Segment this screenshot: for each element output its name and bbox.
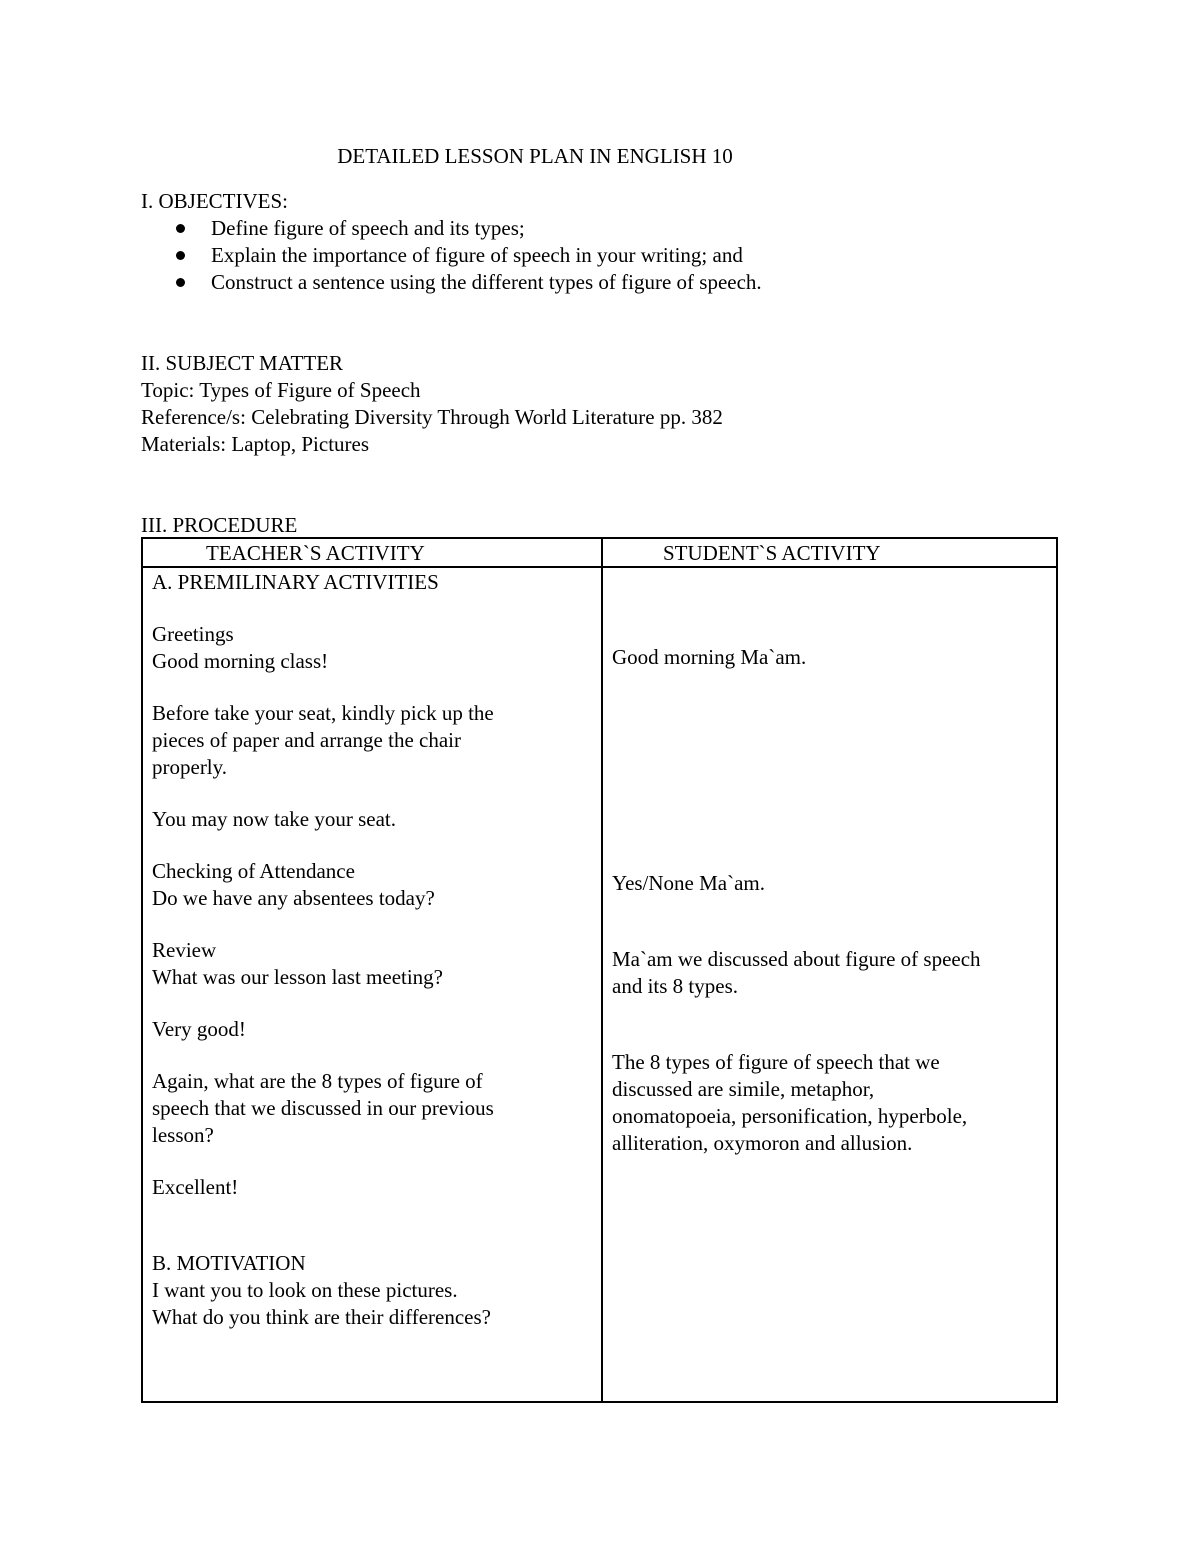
student-line: Good morning Ma`am. (612, 645, 807, 669)
objective-text: Define figure of speech and its types; (211, 216, 525, 240)
teacher-line: speech that we discussed in our previous (152, 1096, 494, 1120)
teacher-line: Excellent! (152, 1175, 239, 1199)
student-line: Ma`am we discussed about figure of speech (612, 947, 981, 971)
student-line: Yes/None Ma`am. (612, 871, 766, 895)
objective-item (141, 215, 762, 242)
teacher-line: Very good! (152, 1017, 246, 1041)
teacher-line: lesson? (152, 1123, 214, 1147)
subject-matter-heading: II. SUBJECT MATTER (141, 351, 344, 375)
student-line: onomatopoeia, personification, hyperbole, (612, 1104, 968, 1128)
bullet-icon (176, 251, 185, 260)
procedure-table (141, 537, 1058, 1403)
teacher-line: B. MOTIVATION (152, 1251, 306, 1275)
student-line: discussed are simile, metaphor, (612, 1077, 875, 1101)
teacher-line: Checking of Attendance (152, 859, 355, 883)
document-title: DETAILED LESSON PLAN IN ENGLISH 10 (337, 144, 733, 168)
teacher-line: Before take your seat, kindly pick up the (152, 701, 494, 725)
objective-item (141, 269, 762, 296)
procedure-heading: III. PROCEDURE (141, 513, 298, 537)
teacher-line: I want you to look on these pictures. (152, 1278, 458, 1302)
objective-text: Explain the importance of figure of speech in your writing; and (211, 243, 743, 267)
subject-topic: Topic: Types of Figure of Speech (141, 378, 421, 402)
student-line: and its 8 types. (612, 974, 738, 998)
teacher-line: Again, what are the 8 types of figure of (152, 1069, 483, 1093)
teacher-column-header: TEACHER`S ACTIVITY (206, 541, 425, 565)
teacher-line: pieces of paper and arrange the chair (152, 728, 461, 752)
teacher-line: properly. (152, 755, 228, 779)
teacher-line: Review (152, 938, 217, 962)
objective-item (141, 242, 762, 269)
teacher-line: Do we have any absentees today? (152, 886, 435, 910)
teacher-line: A. PREMILINARY ACTIVITIES (152, 570, 439, 594)
student-line: The 8 types of figure of speech that we (612, 1050, 940, 1074)
teacher-line: Good morning class! (152, 649, 329, 673)
subject-materials: Materials: Laptop, Pictures (141, 432, 370, 456)
bullet-icon (176, 224, 185, 233)
subject-reference: Reference/s: Celebrating Diversity Through World Literature pp. 382 (141, 405, 723, 429)
objective-text: Construct a sentence using the different types of figure of speech. (211, 270, 762, 294)
teacher-line: Greetings (152, 622, 234, 646)
teacher-line: What was our lesson last meeting? (152, 965, 444, 989)
subject-matter-section (141, 350, 723, 458)
student-column-header: STUDENT`S ACTIVITY (663, 541, 881, 565)
bullet-icon (176, 278, 185, 287)
teacher-line: You may now take your seat. (152, 807, 397, 831)
objectives-list (141, 215, 762, 296)
student-line: alliteration, oxymoron and allusion. (612, 1131, 913, 1155)
column-divider (601, 539, 603, 1401)
teacher-line: What do you think are their differences? (152, 1305, 491, 1329)
objectives-heading: I. OBJECTIVES: (141, 189, 288, 213)
